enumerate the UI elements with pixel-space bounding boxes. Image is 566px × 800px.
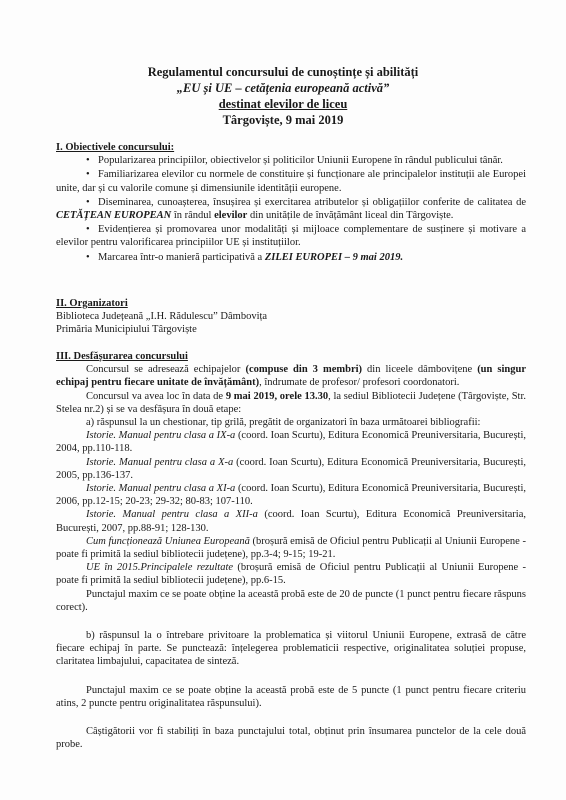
organizer-city-hall: Primăria Municipiului Târgoviște [56,324,197,336]
section-3-heading: III. Desfășurarea concursului [56,351,188,362]
objective-item: • Popularizarea principiilor, obiectivelor și politicilor Uniunii Europene în rândul publicului tânăr. [86,155,503,167]
bullet-icon: • [86,224,90,236]
stage-b-text: b) răspunsul la o întrebare privitoare la problematica și viitorul Uniunii Europene, extrasă de către fiecare echipaj în parte. Se punctează: înțelegerea problematicii respective, originalitatea soluției propuse, claritatea limbajului, capacitatea de sinteză. [56,630,526,668]
section-2-heading: II. Organizatori [56,298,128,309]
title-line-1: Regulamentul concursului de cunoștințe și abilități [147,65,419,79]
title-line-2: „EU și UE – cetățenia europeană activă” [176,81,390,95]
objective-item: • Familiarizarea elevilor cu normele de constituire și funcționare ale principalelor instituții ale Europei unite, dar și cu valorile comune și dimensiunile identității europene. [56,169,526,194]
section-objectives [56,141,526,265]
document-title [0,64,566,128]
section-1-heading: I. Obiectivele concursului: [56,142,175,153]
section-contest [56,350,526,751]
title-line-3: destinat elevilor de liceu [218,97,348,111]
contest-paragraph: Concursul va avea loc în data de 9 mai 2019, orele 13.30, la sediul Bibliotecii Județene (Târgoviște, Str. Stelea nr.2) și se va desfășura în două etape: [56,390,527,415]
bullet-icon: • [86,196,90,208]
bibliography-item: Istorie. Manual pentru clasa a XI-a (coord. Ioan Scurtu), Editura Economică Preuniversitaria, București, 2006, pp.12-15; 20-23; 29-32; 80-83; 107-110. [56,483,527,508]
bibliography-item: Istorie. Manual pentru clasa a XII-a (coord. Ioan Scurtu), Editura Economică Preuniversitaria, București, 2007, pp.88-91; 128-130. [56,509,526,534]
section-organizers [56,297,526,337]
objective-item: • Marcarea într-o manieră participativă a ZILEI EUROPEI – 9 mai 2019. [86,251,404,263]
bibliography-item: UE în 2015.Principalele rezultate (broșură emisă de Oficiul pentru Publicații al Uniunii Europene - poate fi primită la sediul bibliotecii județene), pp.6-15. [56,562,527,587]
bibliography-item: Istorie. Manual pentru clasa a X-a (coord. Ioan Scurtu), Editura Economică Preuniversitaria, București, 2005, pp.136-137. [56,456,526,481]
bullet-icon: • [86,251,90,263]
stage-a-intro: a) răspunsul la un chestionar, tip grilă, pregătit de organizatori în baza următoarei bibliografii: [86,417,481,429]
bullet-icon: • [86,155,90,167]
contest-paragraph: Concursul se adresează echipajelor (compuse din 3 membri) din liceele dâmbovițene (un singur echipaj pentru fiecare unitate de învățământ), îndrumate de profesor/ profesori coordonatori. [56,364,526,389]
bibliography-item: Cum funcționează Uniunea Europeană (broșură emisă de Oficiul pentru Publicații al Uniunii Europene - poate fi primită la sediul bibliotecii județene), pp.3-4; 9-15; 19-21. [56,535,526,561]
objective-item: • Evidențierea și promovarea unor modalități și mijloace complementare de susținere și motivare a elevilor pentru valorificarea principiilor UE și instituțiilor. [56,224,526,249]
title-line-4: Târgoviște, 9 mai 2019 [222,113,344,127]
objective-item: • Diseminarea, cunoașterea, însușirea și exercitarea atributelor și obligațiilor conferite de calitatea de CETĂȚEAN EUROPEAN în rândul elevilor din unitățile de învățământ liceal din Târgoviște. [56,196,526,222]
score-stage-b: Punctajul maxim ce se poate obține la această probă este de 5 puncte (1 punct pentru fiecare criteriu atins, 2 puncte pentru originalitatea răspunsului). [56,684,526,709]
bullet-icon: • [86,169,90,181]
bibliography-item: Istorie. Manual pentru clasa a IX-a (coord. Ioan Scurtu), Editura Economică Preuniversitaria, București, 2004, pp.110-118. [56,430,527,455]
winners-rule: Câștigătorii vor fi stabiliți în baza punctajului total, obținut prin însumarea punctelor de la cele două probe. [56,726,526,751]
score-stage-a: Punctajul maxim ce se poate obține la această probă este de 20 de puncte (1 punct pentru fiecare răspuns corect). [56,588,526,613]
organizer-library: Biblioteca Județeană „I.H. Rădulescu” Dâmbovița [56,311,268,323]
